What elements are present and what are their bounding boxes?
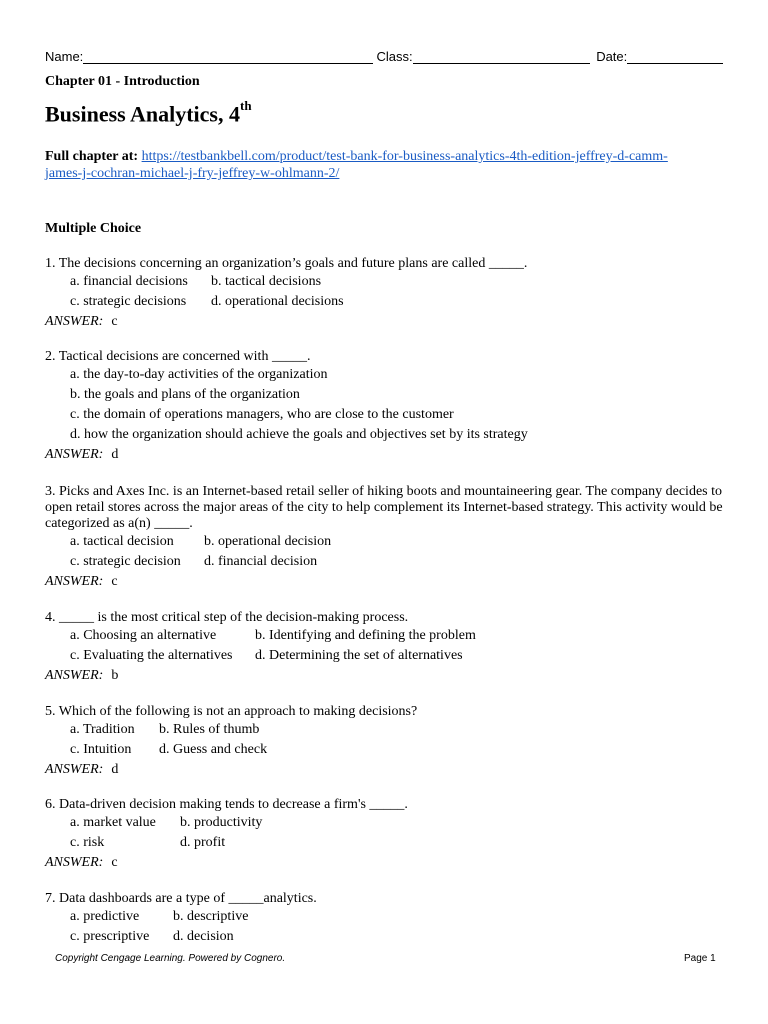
option-b: b. the goals and plans of the organization — [70, 387, 300, 402]
question-4 — [45, 610, 725, 686]
page-number: Page 1 — [684, 953, 716, 964]
option-c: c. Intuition — [70, 742, 132, 757]
full-chapter-link-line2[interactable]: james-j-cochran-michael-j-fry-jeffrey-w-ohlmann-2/ — [45, 166, 340, 181]
option-c: c. strategic decisions — [70, 294, 187, 309]
question-5 — [45, 704, 725, 780]
answer-value: c — [111, 314, 118, 329]
option-a: a. financial decisions — [70, 274, 188, 289]
option-b: b. descriptive — [173, 909, 249, 924]
answer-value: d — [111, 762, 119, 777]
option-d: d. how the organization should achieve the goals and objectives set by its strategy — [70, 427, 528, 442]
question-3 — [45, 484, 725, 592]
option-b: b. operational decision — [204, 534, 332, 549]
option-a: a. the day-to-day activities of the organization — [70, 367, 328, 382]
student-info-header — [45, 44, 723, 64]
option-d: d. operational decisions — [211, 294, 344, 309]
full-chapter-label: Full chapter at: — [45, 149, 139, 164]
title-superscript: th — [240, 98, 252, 113]
answer-label: ANSWER: — [45, 668, 104, 683]
answer-value: c — [111, 855, 118, 870]
question-2 — [45, 349, 725, 465]
full-chapter-link-line1[interactable]: https://testbankbell.com/product/test-bank-for-business-analytics-4th-edition-jeffrey-d-camm- — [141, 149, 668, 164]
name-label: Name: — [45, 49, 84, 64]
answer-value: b — [111, 668, 119, 683]
answer-label: ANSWER: — [45, 574, 104, 589]
option-a: a. tactical decision — [70, 534, 174, 549]
option-c: c. strategic decision — [70, 554, 181, 569]
title-text: Business Analytics, 4 — [45, 101, 240, 127]
question-stem: 3. Picks and Axes Inc. is an Internet-based retail seller of hiking boots and mountaineering gear. The company decides to open retail stores across the major areas of the city to help complement its Internet-based strategy. This activity would be categorized as a(n) _____. — [45, 484, 723, 531]
page-title — [45, 98, 252, 127]
option-b: b. tactical decisions — [211, 274, 322, 289]
option-d: d. profit — [180, 835, 226, 850]
date-label: Date: — [596, 49, 628, 64]
question-stem: 5. Which of the following is not an approach to making decisions? — [45, 704, 418, 719]
answer-value: d — [111, 447, 119, 462]
chapter-heading: Chapter 01 - Introduction — [45, 74, 200, 89]
option-c: c. risk — [70, 835, 105, 850]
name-field[interactable] — [83, 49, 372, 64]
question-stem: 7. Data dashboards are a type of _____analytics. — [45, 891, 317, 906]
class-label: Class: — [376, 49, 413, 64]
answer-label: ANSWER: — [45, 855, 104, 870]
copyright-footer: Copyright Cengage Learning. Powered by Cognero. — [55, 953, 286, 964]
option-a: a. Choosing an alternative — [70, 628, 217, 643]
question-stem: 1. The decisions concerning an organization’s goals and future plans are called _____. — [45, 256, 528, 271]
option-a: a. market value — [70, 815, 156, 830]
option-d: d. financial decision — [204, 554, 318, 569]
question-6 — [45, 797, 725, 873]
question-stem: 2. Tactical decisions are concerned with _____. — [45, 349, 311, 364]
question-stem: 4. _____ is the most critical step of the decision-making process. — [45, 610, 409, 625]
option-b: b. Rules of thumb — [159, 722, 260, 737]
answer-label: ANSWER: — [45, 762, 104, 777]
option-c: c. the domain of operations managers, who are close to the customer — [70, 407, 454, 422]
class-field[interactable] — [413, 49, 591, 64]
option-a: a. Tradition — [70, 722, 135, 737]
section-heading: Multiple Choice — [45, 221, 142, 236]
answer-label: ANSWER: — [45, 447, 104, 462]
option-c: c. prescriptive — [70, 929, 150, 944]
question-stem: 6. Data-driven decision making tends to decrease a firm's _____. — [45, 797, 408, 812]
question-1 — [45, 256, 725, 332]
option-d: d. Determining the set of alternatives — [255, 648, 463, 663]
answer-label: ANSWER: — [45, 314, 104, 329]
option-b: b. Identifying and defining the problem — [255, 628, 476, 643]
option-b: b. productivity — [180, 815, 263, 830]
option-a: a. predictive — [70, 909, 140, 924]
answer-value: c — [111, 574, 118, 589]
date-field[interactable] — [627, 49, 723, 64]
option-d: d. decision — [173, 929, 234, 944]
option-c: c. Evaluating the alternatives — [70, 648, 233, 663]
option-d: d. Guess and check — [159, 742, 268, 757]
full-chapter-block — [45, 148, 725, 182]
question-7 — [45, 891, 725, 947]
